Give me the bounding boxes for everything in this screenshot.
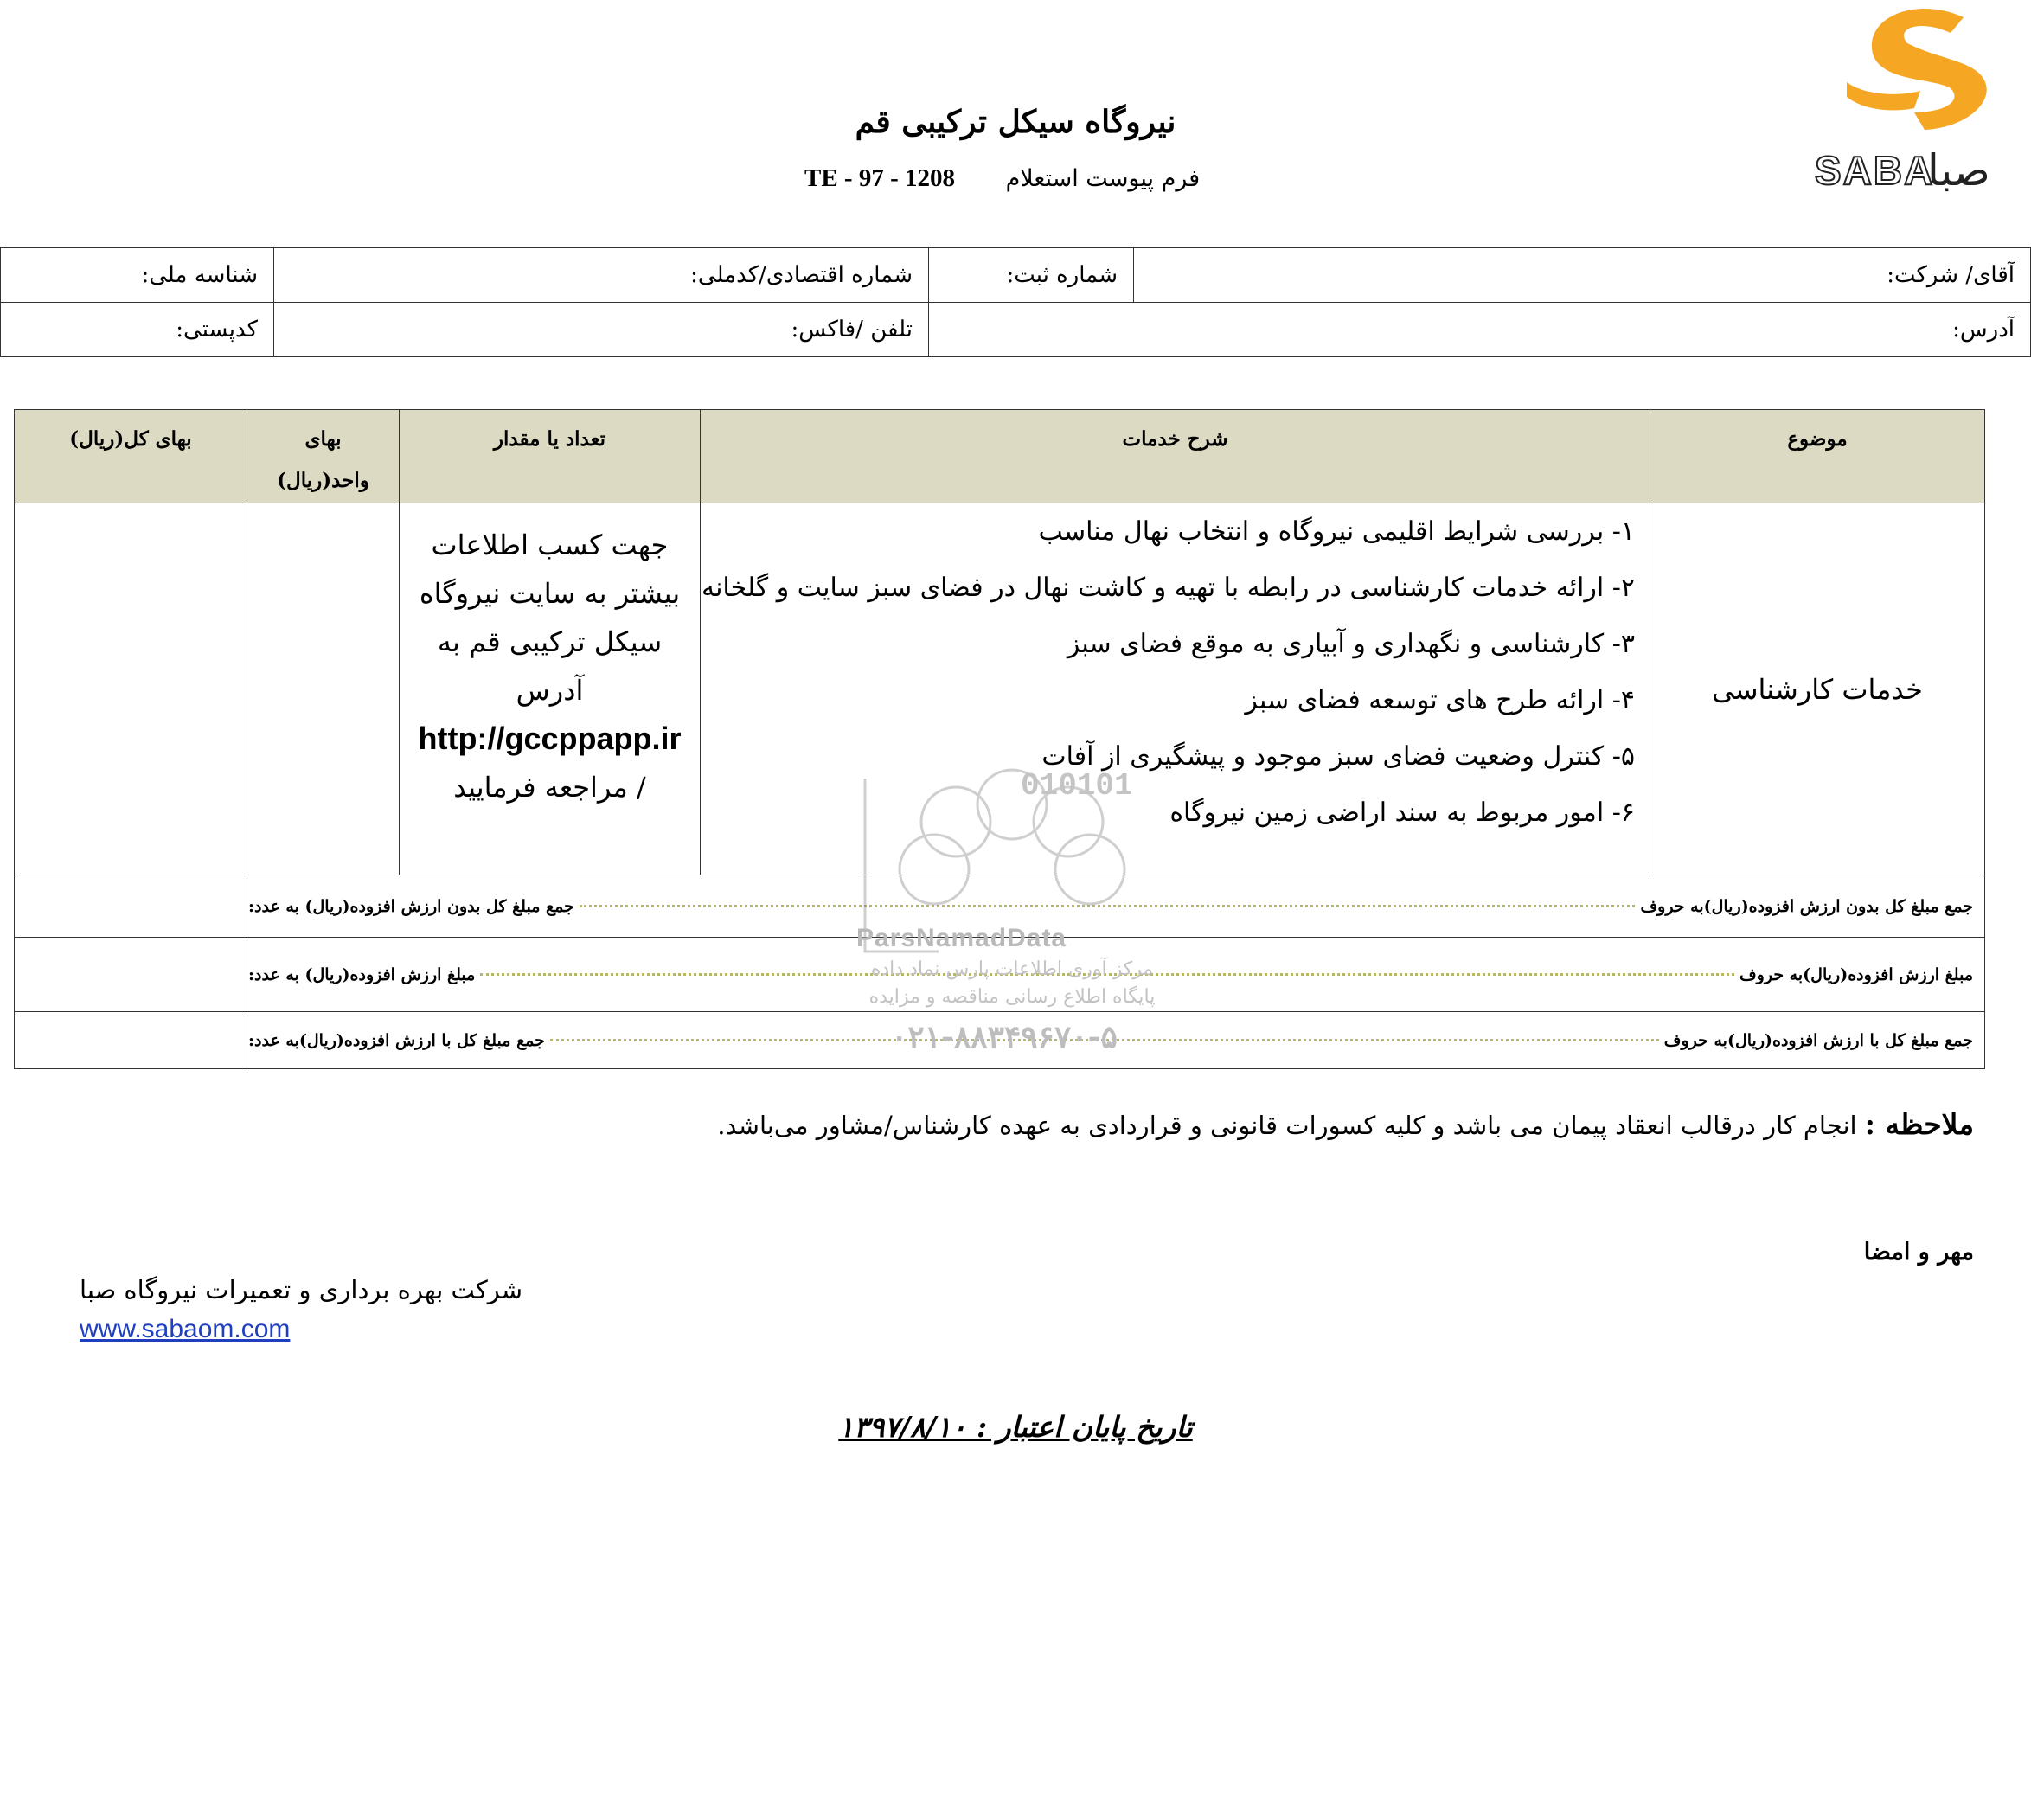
- page-title: نیروگاه سیکل ترکیبی قم: [855, 104, 1176, 140]
- service-item: ۴- ارائه طرح های توسعه فضای سبز: [1245, 685, 1635, 715]
- service-item: ۳- کارشناسی و نگهداری و آبیاری به موقع فضای سبز: [1067, 629, 1635, 659]
- quantity-url-link[interactable]: http://gccppapp.ir: [418, 721, 682, 756]
- header-quantity: تعداد یا مقدار: [400, 410, 701, 503]
- watermark-line1: مرکز آوری اطلاعات پارس نماد داده: [870, 958, 1154, 980]
- unit-price-cell[interactable]: [247, 503, 400, 875]
- sum-value-cell[interactable]: [15, 1012, 247, 1069]
- stamp-signature-label: مهر و امضا: [1863, 1239, 1974, 1266]
- validity-date: [0, 1410, 2031, 1444]
- header-unit-price-line2: واحد(ریال): [277, 469, 369, 492]
- registration-field[interactable]: شماره ثبت:: [929, 248, 1134, 303]
- header-total-price: بهای کل(ریال): [15, 410, 247, 503]
- validity-text: تاریخ پایان اعتبار : ۱۳۹۷/۸/۱۰: [838, 1410, 1193, 1444]
- website-link[interactable]: www.sabaom.com: [80, 1315, 291, 1343]
- watermark-line2: پایگاه اطلاع رسانی مناقصه و مزایده: [868, 986, 1156, 1008]
- postal-code-field[interactable]: کدپستی:: [1, 303, 274, 357]
- logo-persian: صبا: [1927, 145, 1990, 195]
- contact-info-table: [0, 247, 2031, 357]
- sum-words-label: جمع مبلغ کل بدون ارزش افزوده(ریال)به حروف: [1640, 896, 1973, 916]
- company-name: شرکت بهره برداری و تعمیرات نیروگاه صبا: [80, 1275, 523, 1304]
- quantity-line: جهت کسب اطلاعات: [431, 529, 669, 561]
- note: [717, 1107, 1974, 1141]
- sum-words-label: جمع مبلغ کل با ارزش افزوده(ریال)به حروف: [1663, 1030, 1973, 1050]
- watermark-binary: 010101: [1021, 768, 1133, 804]
- sum-digits-label: جمع مبلغ کل با ارزش افزوده(ریال)به عدد:: [248, 1030, 545, 1050]
- service-item: ۲- ارائه خدمات کارشناسی در رابطه با تهیه و کاشت نهال در فضای سبز سایت و گلخانه: [702, 573, 1635, 603]
- note-label: ملاحظه :: [1864, 1107, 1974, 1141]
- subject-cell: خدمات کارشناسی: [1650, 503, 1985, 875]
- quantity-line: بیشتر به سایت نیروگاه: [419, 577, 681, 610]
- service-item: ۶- امور مربوط به سند اراضی زمین نیروگاه: [1169, 798, 1635, 828]
- note-text: انجام کار درقالب انعقاد پیمان می باشد و کلیه کسورات قانونی و قراردادی به عهده کارشناس/مشاور می‌باشد.: [717, 1111, 1857, 1140]
- watermark-phone: ۰۲۱-۸۸۳۴۹۶۷۰-۵: [891, 1019, 1118, 1055]
- sum-value-cell[interactable]: [15, 938, 247, 1012]
- economic-code-field[interactable]: شماره اقتصادی/کدملی:: [274, 248, 929, 303]
- national-id-field[interactable]: شناسه ملی:: [1, 248, 274, 303]
- phone-fax-field[interactable]: تلفن /فاکس:: [274, 303, 929, 357]
- logo-latin: SABA: [1815, 148, 1935, 193]
- form-code: TE - 97 - 1208: [804, 164, 955, 192]
- company-field[interactable]: آقای/ شرکت:: [1134, 248, 2031, 303]
- sum-words-label: مبلغ ارزش افزوده(ریال)به حروف: [1739, 964, 1973, 984]
- header-unit-price-line1: بهای: [304, 427, 342, 451]
- sum-digits-label: مبلغ ارزش افزوده(ریال) به عدد:: [248, 964, 476, 984]
- sum-value-cell[interactable]: [15, 875, 247, 938]
- header-subject: موضوع: [1650, 410, 1985, 503]
- quantity-line: آدرس: [516, 674, 584, 707]
- quantity-cell: [400, 503, 701, 875]
- quantity-line: سیکل ترکیبی قم به: [437, 625, 663, 658]
- total-price-cell[interactable]: [15, 503, 247, 875]
- quantity-tail: / مراجعه فرمایید: [453, 771, 646, 804]
- watermark-name: ParsNamadData: [856, 924, 1067, 952]
- address-field[interactable]: آدرس:: [929, 303, 2031, 357]
- sum-digits-label: جمع مبلغ کل بدون ارزش افزوده(ریال) به عدد:: [248, 896, 574, 916]
- description-cell: [701, 503, 1650, 875]
- subtitle-label: فرم پیوست استعلام: [1005, 165, 1201, 192]
- header-row: [15, 410, 1985, 503]
- header-description: شرح خدمات: [701, 410, 1650, 503]
- service-item: ۱- بررسی شرایط اقلیمی نیروگاه و انتخاب نهال مناسب: [1038, 516, 1635, 547]
- header-unit-price: [247, 410, 400, 503]
- form-subtitle: [804, 164, 1200, 193]
- service-item: ۵- کنترل وضعیت فضای سبز موجود و پیشگیری از آفات: [1041, 741, 1635, 772]
